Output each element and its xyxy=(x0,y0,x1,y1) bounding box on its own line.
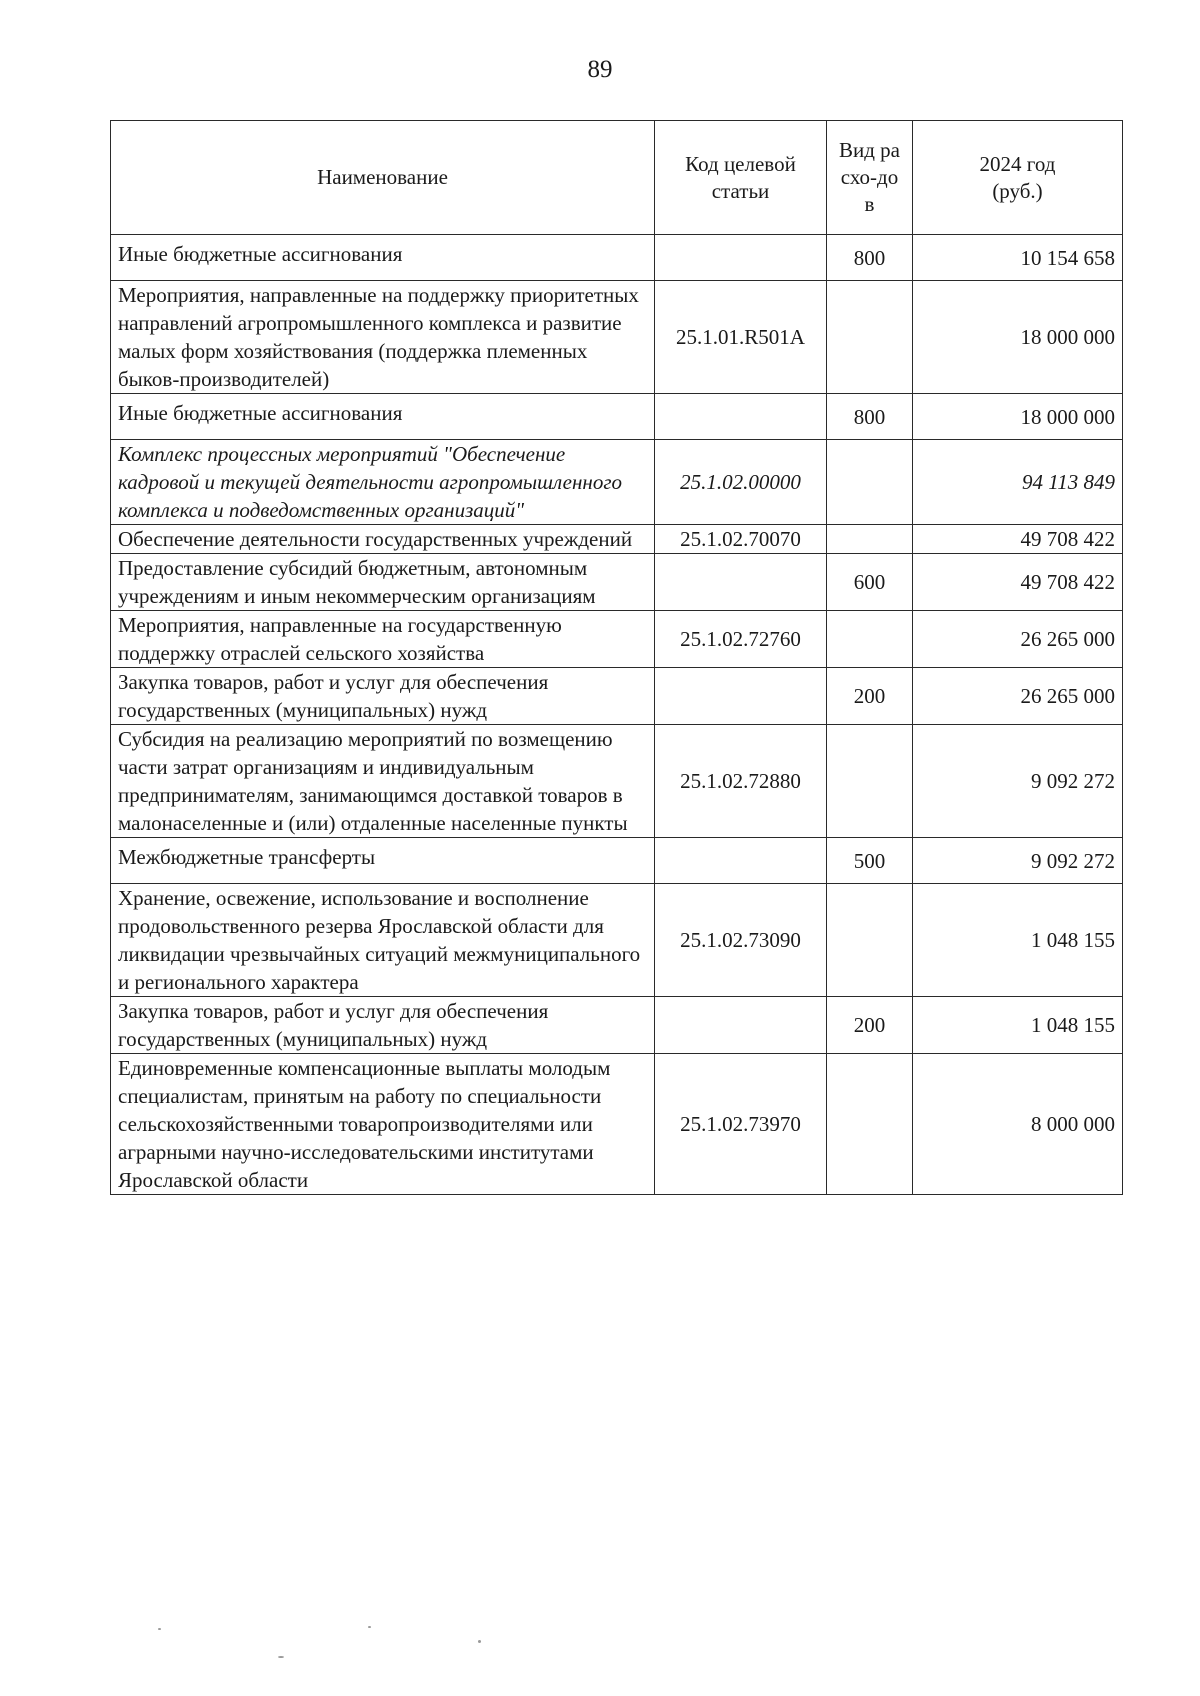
row-amount: 1 048 155 xyxy=(913,997,1123,1054)
row-name: Обеспечение деятельности государственных учреждений xyxy=(111,525,655,554)
row-amount: 49 708 422 xyxy=(913,525,1123,554)
row-amount: 8 000 000 xyxy=(913,1054,1123,1195)
row-kind: 500 xyxy=(827,838,913,884)
row-name: Единовременные компенсационные выплаты молодым специалистам, принятым на работу по специальности сельскохозяйственными товаропроизводителями или аграрными научно-исследовательскими институтами Ярославской области xyxy=(111,1054,655,1195)
row-code xyxy=(655,235,827,281)
row-code xyxy=(655,668,827,725)
table-body xyxy=(111,235,1123,1195)
header-amount xyxy=(913,121,1123,235)
header-name: Наименование xyxy=(111,121,655,235)
row-name: Иные бюджетные ассигнования xyxy=(111,394,655,440)
row-kind: 200 xyxy=(827,997,913,1054)
page-number: 89 xyxy=(587,56,613,83)
row-code: 25.1.02.73090 xyxy=(655,884,827,997)
row-kind xyxy=(827,525,913,554)
row-amount: 26 265 000 xyxy=(913,668,1123,725)
row-name: Мероприятия, направленные на государственную поддержку отраслей сельского хозяйства xyxy=(111,611,655,668)
row-kind: 200 xyxy=(827,668,913,725)
table-row xyxy=(111,668,1123,725)
row-amount: 10 154 658 xyxy=(913,235,1123,281)
row-code xyxy=(655,554,827,611)
table-row xyxy=(111,281,1123,394)
row-amount: 18 000 000 xyxy=(913,281,1123,394)
table-row xyxy=(111,554,1123,611)
table-row xyxy=(111,525,1123,554)
row-kind xyxy=(827,884,913,997)
table-row xyxy=(111,725,1123,838)
table-row xyxy=(111,884,1123,997)
row-name: Хранение, освежение, использование и восполнение продовольственного резерва Ярославской области для ликвидации чрезвычайных ситуаций межмуниципального и регионального характера xyxy=(111,884,655,997)
row-kind xyxy=(827,611,913,668)
row-name: Закупка товаров, работ и услуг для обеспечения государственных (муниципальных) нужд xyxy=(111,997,655,1054)
header-amount-text: 2024 год (руб.) xyxy=(979,151,1056,203)
header-kind xyxy=(827,121,913,235)
row-kind xyxy=(827,281,913,394)
row-code: 25.1.02.70070 xyxy=(655,525,827,554)
row-kind: 800 xyxy=(827,394,913,440)
header-row xyxy=(111,121,1123,235)
row-name: Закупка товаров, работ и услуг для обеспечения государственных (муниципальных) нужд xyxy=(111,668,655,725)
row-amount: 9 092 272 xyxy=(913,725,1123,838)
row-amount: 9 092 272 xyxy=(913,838,1123,884)
row-amount: 49 708 422 xyxy=(913,554,1123,611)
row-amount: 18 000 000 xyxy=(913,394,1123,440)
row-code xyxy=(655,997,827,1054)
table-row xyxy=(111,838,1123,884)
row-name: Предоставление субсидий бюджетным, автономным учреждениям и иным некоммерческим организациям xyxy=(111,554,655,611)
row-amount: 94 113 849 xyxy=(913,440,1123,525)
table-row xyxy=(111,1054,1123,1195)
row-kind xyxy=(827,725,913,838)
table-row xyxy=(111,611,1123,668)
row-kind xyxy=(827,1054,913,1195)
table-row xyxy=(111,997,1123,1054)
row-name: Комплекс процессных мероприятий "Обеспечение кадровой и текущей деятельности агропромышленного комплекса и подведомственных организаций" xyxy=(111,440,655,525)
row-kind: 800 xyxy=(827,235,913,281)
row-code xyxy=(655,394,827,440)
scan-speck xyxy=(368,1626,371,1628)
table-row xyxy=(111,440,1123,525)
row-name: Межбюджетные трансферты xyxy=(111,838,655,884)
header-code-text: Код целевой статьи xyxy=(685,151,796,203)
scan-speck xyxy=(158,1628,161,1630)
header-code xyxy=(655,121,827,235)
row-code: 25.1.02.72880 xyxy=(655,725,827,838)
row-code: 25.1.02.00000 xyxy=(655,440,827,525)
row-code xyxy=(655,838,827,884)
row-name: Субсидия на реализацию мероприятий по возмещению части затрат организациям и индивидуальным предпринимателям, занимающимся доставкой товаров в малонаселенные и (или) отдаленные населенные пункты xyxy=(111,725,655,838)
table-header xyxy=(111,121,1123,235)
row-code: 25.1.02.72760 xyxy=(655,611,827,668)
row-kind: 600 xyxy=(827,554,913,611)
table-row xyxy=(111,235,1123,281)
row-name: Мероприятия, направленные на поддержку приоритетных направлений агропромышленного комплекса и развитие малых форм хозяйствования (поддержка племенных быков-производителей) xyxy=(111,281,655,394)
budget-table xyxy=(110,120,1123,1195)
row-code: 25.1.02.73970 xyxy=(655,1054,827,1195)
row-amount: 1 048 155 xyxy=(913,884,1123,997)
row-name: Иные бюджетные ассигнования xyxy=(111,235,655,281)
header-kind-text: Вид расхо-дов xyxy=(838,138,900,216)
table-row xyxy=(111,394,1123,440)
row-code: 25.1.01.R501A xyxy=(655,281,827,394)
scan-speck xyxy=(478,1640,481,1643)
row-kind xyxy=(827,440,913,525)
row-amount: 26 265 000 xyxy=(913,611,1123,668)
scan-speck xyxy=(278,1656,284,1658)
